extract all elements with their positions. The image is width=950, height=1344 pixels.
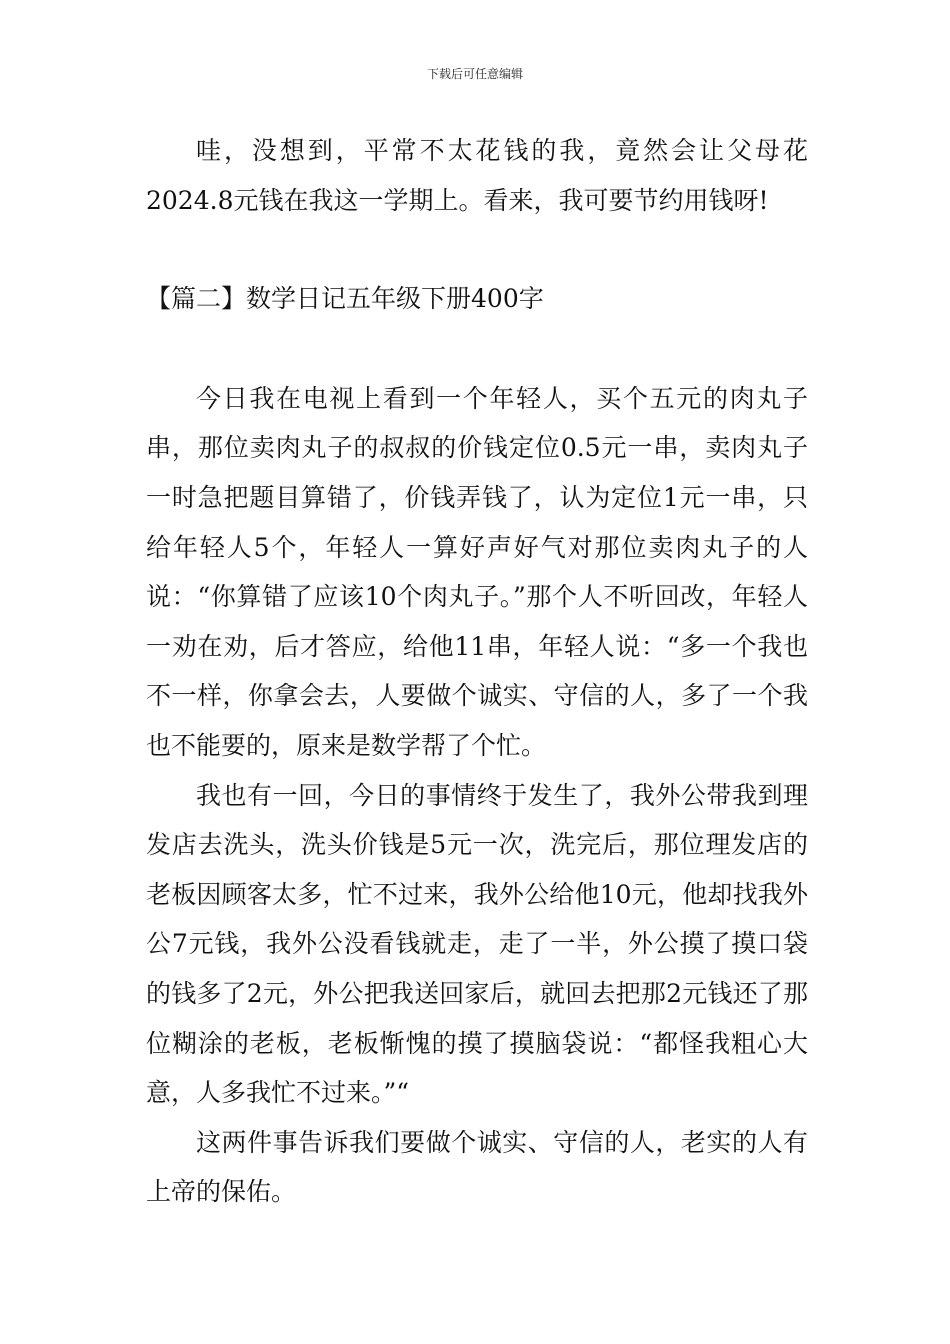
paragraph-story-two: 我也有一回，今日的事情终于发生了，我外公带我到理发店去洗头，洗头价钱是5元一次，洗完后，那位理发店的老板因顾客太多，忙不过来，我外公给他10元，他却找我外公7元钱，我外公没看钱就走，走了一半，外公摸了摸口袋的钱多了2元，外公把我送回家后，就回去把那2元钱还了那位糊涂的老板，老板惭愧的摸了摸脑袋说：“都怪我粗心大意，人多我忙不过来。”“ — [146, 780, 808, 1108]
page-header-note: 下载后可任意编辑 — [426, 67, 523, 81]
paragraph-story-one: 今日我在电视上看到一个年轻人，买个五元的肉丸子串，那位卖肉丸子的叔叔的价钱定位0.5元一串，卖肉丸子一时急把题目算错了，价钱弄钱了，认为定位1元一串，只给年轻人5个，年轻人一算好声好气对那位卖肉丸子的人说：“你算错了应该10个肉丸子。”那个人不听回改，年轻人一劝在劝，后才答应，给他11串，年轻人说：“多一个我也不一样，你拿会去，人要做个诚实、守信的人，多了一个我也不能要的，原来是数学帮了个忙。 — [146, 383, 808, 760]
section-heading: 【篇二】数学日记五年级下册400字 — [146, 284, 544, 314]
paragraph-conclusion: 这两件事告诉我们要做个诚实、守信的人，老实的人有上帝的保佑。 — [146, 1127, 808, 1207]
document-body — [146, 126, 808, 1217]
paragraph-intro: 哇，没想到，平常不太花钱的我，竟然会让父母花2024.8元钱在我这一学期上。看来，我可要节约用钱呀! — [146, 136, 808, 215]
